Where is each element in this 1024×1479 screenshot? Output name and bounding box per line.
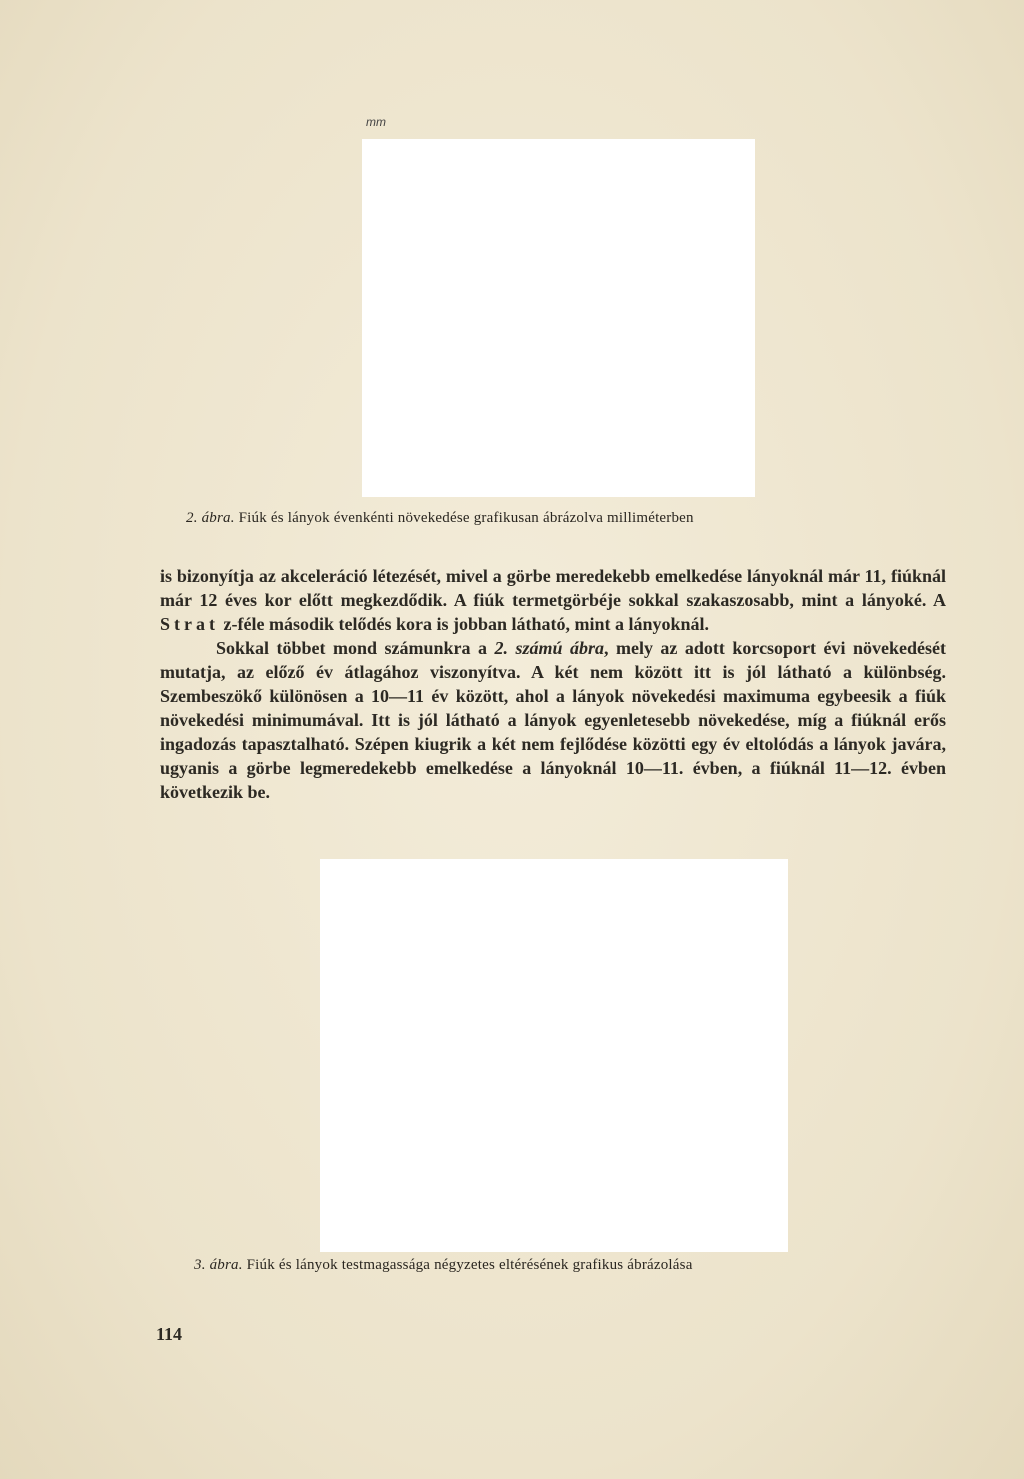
figure-2-caption-number: 2. ábra. — [186, 510, 235, 526]
paragraph-2 — [160, 636, 946, 804]
paragraph-2-start: Sokkal többet mond számunkra a — [216, 638, 495, 658]
author-name-strat: Strat — [160, 614, 219, 634]
figure-2-unit-label: mm — [366, 115, 386, 129]
figure-3-image — [320, 859, 788, 1252]
figure-2-caption-text: Fiúk és lányok évenkénti növekedése grafikusan ábrázolva milliméterben — [238, 510, 694, 526]
paragraph-1-text: is bizonyítja az akceleráció létezését, mivel a görbe meredekebb emelkedése lányoknál már 11, fiúknál már 12 éves kor előtt megkezdődik. A fiúk termetgörbéje sokkal szakaszosabb, mint a lányoké. A — [160, 566, 946, 610]
figure-2-caption — [186, 510, 694, 527]
figure-2-image — [362, 139, 755, 497]
figure-3-caption-text: Fiúk és lányok testmagassága négyzetes eltérésének grafikus ábrázolása — [246, 1257, 693, 1273]
paragraph-1-end: z-féle második telődés kora is jobban látható, mint a lányoknál. — [223, 614, 710, 634]
page-number: 114 — [156, 1324, 183, 1344]
paragraph-2-end: , mely az adott korcsoport évi növekedését mutatja, az előző év átlagához viszonyítva. A két nem között itt is jól látható a különbség. Szembeszökő különösen a 10—11 év között, ahol a lányok növekedési maximuma egybeesik a fiúk növekedési minimumával. Itt is jól látható a lányok egyenletesebb növekedése, míg a fiúknál erős ingadozás tapasztalható. Szépen kiugrik a két nem fejlődése közötti egy év eltolódás a lányok javára, ugyanis a görbe legmeredekebb emelkedése a lányoknál 10—11. évben, a fiúknál 11—12. évben következik be. — [160, 638, 946, 802]
figure-3-caption — [194, 1257, 693, 1274]
paragraph-1 — [160, 564, 946, 636]
body-text — [160, 564, 946, 804]
figure-reference: 2. számú ábra — [494, 638, 604, 658]
figure-3-caption-number: 3. ábra. — [194, 1257, 243, 1273]
